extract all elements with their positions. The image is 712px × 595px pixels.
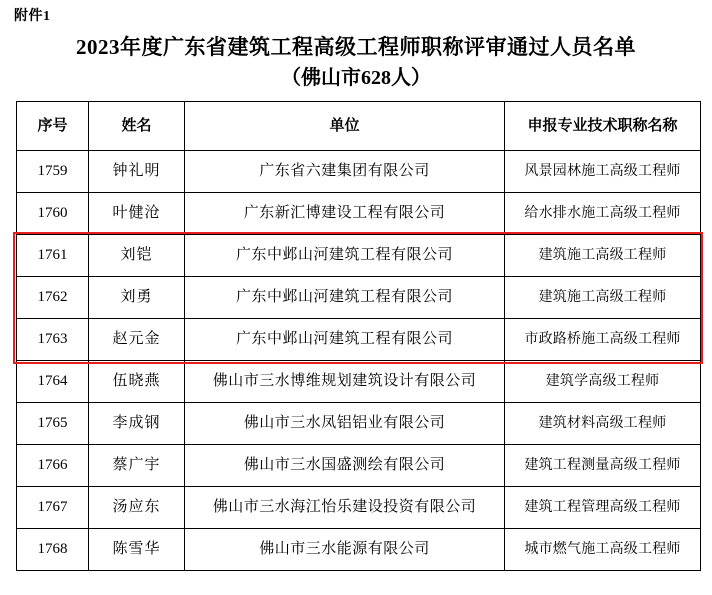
column-header-name: 姓名	[89, 102, 185, 151]
cell-seq: 1762	[17, 277, 89, 319]
cell-seq: 1765	[17, 403, 89, 445]
table-row	[17, 445, 701, 487]
cell-name: 赵元金	[89, 319, 185, 361]
cell-seq: 1764	[17, 361, 89, 403]
cell-title: 建筑学高级工程师	[505, 361, 701, 403]
table-header-row	[17, 102, 701, 151]
cell-seq: 1766	[17, 445, 89, 487]
cell-name: 刘勇	[89, 277, 185, 319]
cell-seq: 1768	[17, 529, 89, 571]
attachment-label: 附件1	[14, 9, 51, 24]
table-body	[17, 151, 701, 571]
cell-name: 刘铠	[89, 235, 185, 277]
column-header-title: 申报专业技术职称名称	[505, 102, 701, 151]
name-list-table-wrap	[16, 101, 696, 571]
cell-title: 建筑施工高级工程师	[505, 277, 701, 319]
cell-title: 给水排水施工高级工程师	[505, 193, 701, 235]
cell-title: 建筑施工高级工程师	[505, 235, 701, 277]
cell-name: 李成钢	[89, 403, 185, 445]
cell-title: 市政路桥施工高级工程师	[505, 319, 701, 361]
cell-name: 叶健沧	[89, 193, 185, 235]
table-row	[17, 193, 701, 235]
cell-title: 建筑工程管理高级工程师	[505, 487, 701, 529]
table-row-highlighted	[17, 319, 701, 361]
cell-unit: 广东新汇博建设工程有限公司	[185, 193, 505, 235]
page-title: 2023年度广东省建筑工程高级工程师职称评审通过人员名单	[76, 35, 636, 59]
table-row	[17, 361, 701, 403]
cell-name: 陈雪华	[89, 529, 185, 571]
table-header	[17, 102, 701, 151]
table-row	[17, 151, 701, 193]
column-header-seq: 序号	[17, 102, 89, 151]
cell-unit: 佛山市三水海江怡乐建设投资有限公司	[185, 487, 505, 529]
cell-name: 汤应东	[89, 487, 185, 529]
cell-seq: 1759	[17, 151, 89, 193]
cell-unit: 佛山市三水能源有限公司	[185, 529, 505, 571]
cell-seq: 1767	[17, 487, 89, 529]
cell-unit: 广东中邺山河建筑工程有限公司	[185, 319, 505, 361]
cell-name: 伍晓燕	[89, 361, 185, 403]
name-list-table	[16, 101, 701, 571]
cell-seq: 1763	[17, 319, 89, 361]
table-row	[17, 403, 701, 445]
cell-title: 城市燃气施工高级工程师	[505, 529, 701, 571]
cell-title: 建筑工程测量高级工程师	[505, 445, 701, 487]
table-row-highlighted	[17, 235, 701, 277]
cell-name: 钟礼明	[89, 151, 185, 193]
cell-unit: 佛山市三水博维规划建筑设计有限公司	[185, 361, 505, 403]
cell-unit: 广东省六建集团有限公司	[185, 151, 505, 193]
cell-unit: 广东中邺山河建筑工程有限公司	[185, 235, 505, 277]
cell-unit: 广东中邺山河建筑工程有限公司	[185, 277, 505, 319]
table-row-highlighted	[17, 277, 701, 319]
column-header-unit: 单位	[185, 102, 505, 151]
cell-seq: 1760	[17, 193, 89, 235]
cell-name: 蔡广宇	[89, 445, 185, 487]
cell-title: 风景园林施工高级工程师	[505, 151, 701, 193]
table-row	[17, 529, 701, 571]
table-row	[17, 487, 701, 529]
cell-unit: 佛山市三水国盛测绘有限公司	[185, 445, 505, 487]
cell-seq: 1761	[17, 235, 89, 277]
cell-unit: 佛山市三水凤铝铝业有限公司	[185, 403, 505, 445]
page-subtitle: （佛山市628人）	[281, 67, 431, 89]
cell-title: 建筑材料高级工程师	[505, 403, 701, 445]
